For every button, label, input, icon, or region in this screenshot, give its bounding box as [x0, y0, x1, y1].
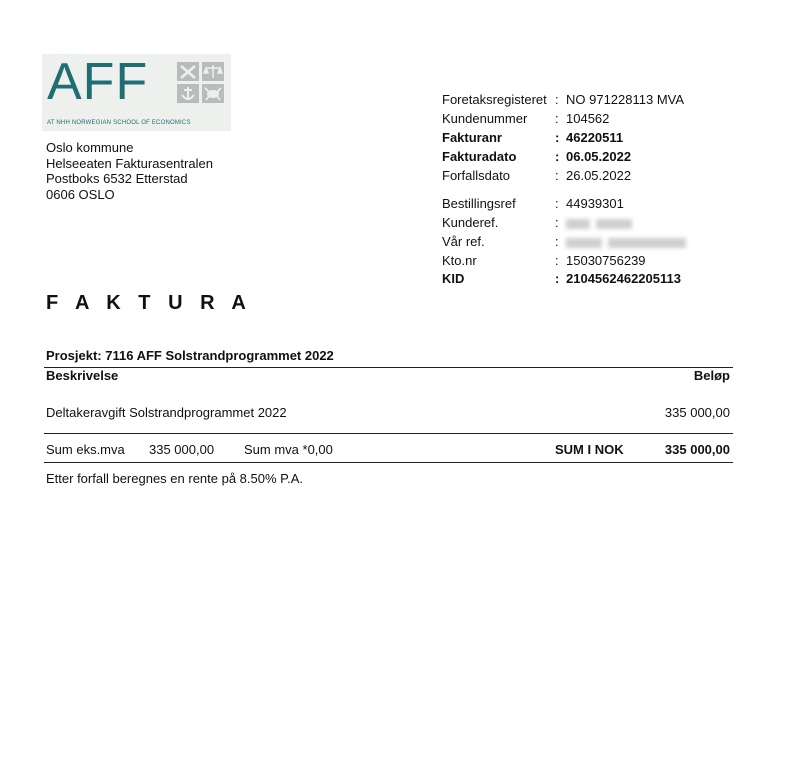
- meta-colon: :: [555, 130, 560, 145]
- sum-nok-value: 335 000,00: [664, 442, 730, 457]
- meta-label: Bestillingsref: [442, 196, 516, 211]
- meta-fakturadato: [442, 149, 742, 167]
- meta-value: 46220511: [566, 130, 624, 145]
- logo-subtitle: AT NHH NORWEGIAN SCHOOL OF ECONOMICS: [47, 120, 191, 126]
- address-line: Postboks 6532 Etterstad: [46, 171, 188, 186]
- meta-label: KID: [442, 271, 465, 286]
- meta-label: Vår ref.: [442, 234, 485, 249]
- address-line: Helseeaten Fakturasentralen: [46, 155, 213, 171]
- column-header-description: Beskrivelse: [46, 368, 119, 383]
- meta-kunderef: [442, 215, 742, 233]
- meta-var-ref: [442, 234, 742, 252]
- redacted-value: [566, 234, 692, 249]
- sum-ex-mva-label: Sum eks.mva: [46, 442, 125, 457]
- meta-kto-nr: [442, 253, 742, 271]
- sum-nok-label: SUM I NOK: [555, 442, 624, 457]
- sum-mva: Sum mva *0,00: [244, 442, 333, 457]
- address-line: 0606 OSLO: [46, 186, 115, 202]
- meta-label: Foretaksregisteret: [442, 92, 547, 107]
- meta-colon: :: [555, 111, 559, 126]
- meta-forfallsdato: [442, 168, 742, 186]
- meta-bestillingsref: [442, 196, 742, 214]
- meta-label: Kunderef.: [442, 215, 499, 230]
- redacted-value: [566, 215, 638, 230]
- line-item-description: Deltakeravgift Solstrandprogrammet 2022: [46, 405, 287, 420]
- meta-colon: :: [555, 271, 560, 286]
- line-item-amount: 335 000,00: [664, 405, 730, 420]
- meta-colon: :: [555, 234, 559, 249]
- logo-text: AFF: [47, 53, 149, 111]
- meta-value: 26.05.2022: [566, 168, 632, 183]
- scales-icon: [202, 62, 224, 81]
- hammer-pick-icon: [177, 62, 199, 81]
- meta-value: NO 971228113 MVA: [566, 92, 685, 107]
- meta-value: 06.05.2022: [566, 149, 632, 164]
- column-header-amount: Beløp: [693, 368, 730, 383]
- meta-value: 2104562462205113: [566, 271, 681, 286]
- meta-colon: :: [555, 149, 560, 164]
- meta-fakturanr: [442, 130, 742, 148]
- interest-note: Etter forfall beregnes en rente på 8.50% P.A.: [46, 471, 304, 486]
- meta-value: 15030756239: [566, 253, 646, 268]
- meta-value: 44939301: [566, 196, 624, 211]
- company-logo: [42, 54, 231, 131]
- crab-icon: [202, 84, 224, 103]
- meta-colon: :: [555, 168, 559, 183]
- anchor-icon: [177, 84, 199, 103]
- recipient-address: [46, 140, 213, 202]
- meta-colon: :: [555, 196, 559, 211]
- meta-foretaksregisteret: [442, 92, 742, 110]
- meta-label: Kto.nr: [442, 253, 477, 268]
- meta-label: Kundenummer: [442, 111, 528, 126]
- meta-colon: :: [555, 253, 559, 268]
- meta-kid: [442, 271, 742, 289]
- divider: [44, 433, 733, 434]
- meta-label: Fakturadato: [442, 149, 517, 164]
- meta-colon: :: [555, 92, 559, 107]
- project-heading: Prosjekt: 7116 AFF Solstrandprogrammet 2022: [46, 348, 334, 363]
- divider: [44, 462, 733, 463]
- logo-emblem: [175, 60, 227, 106]
- meta-kundenummer: [442, 111, 742, 129]
- sum-ex-mva-value: 335 000,00: [149, 442, 215, 457]
- meta-label: Fakturanr: [442, 130, 502, 145]
- meta-label: Forfallsdato: [442, 168, 510, 183]
- page-title: F A K T U R A: [46, 292, 252, 314]
- meta-colon: :: [555, 215, 559, 230]
- divider: [44, 367, 733, 368]
- meta-value: 104562: [566, 111, 610, 126]
- address-line: Oslo kommune: [46, 140, 134, 155]
